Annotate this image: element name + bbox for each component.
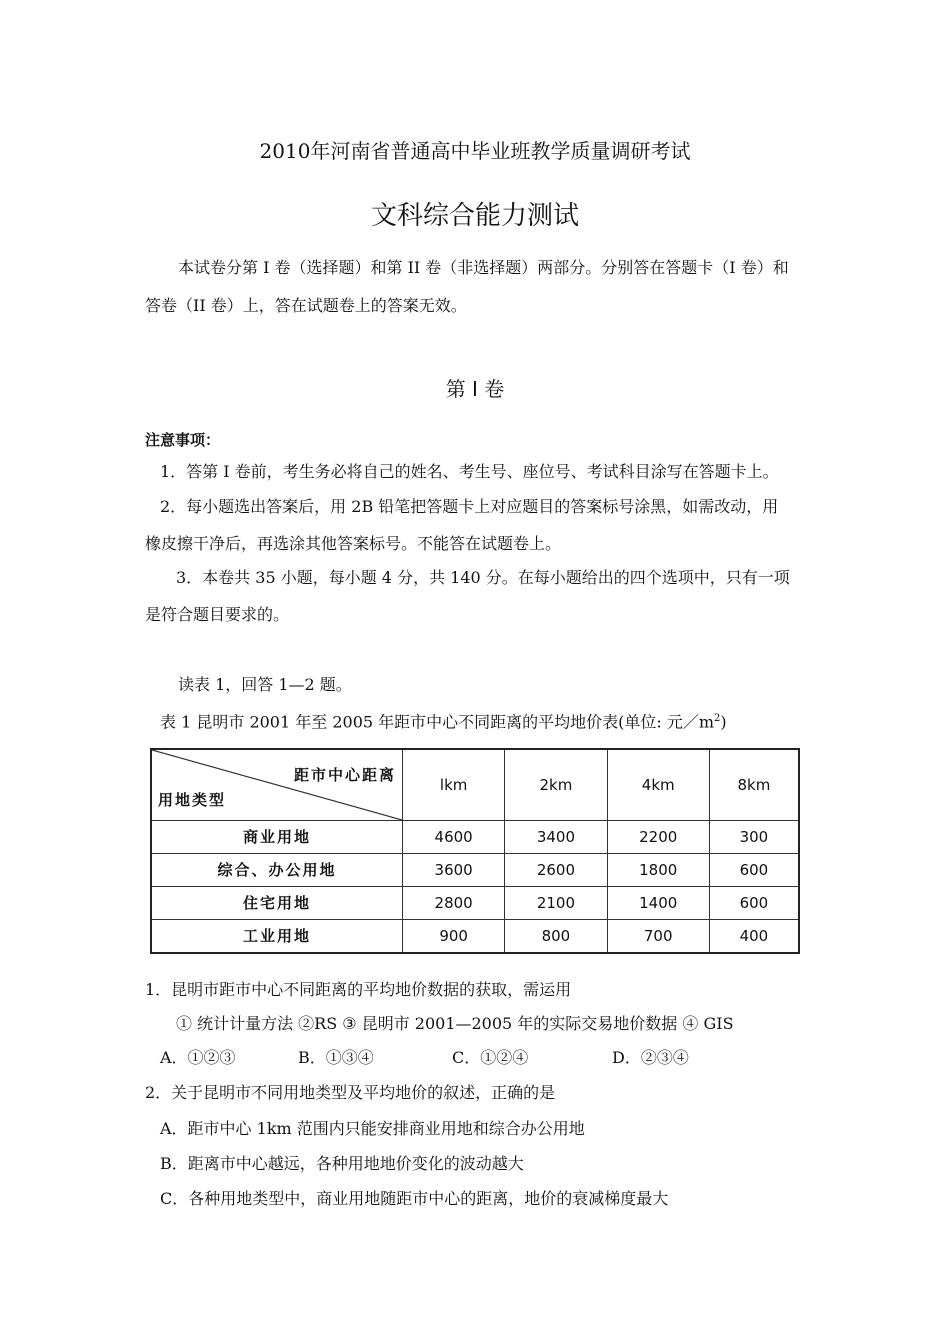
- table-corner-cell: [151, 749, 403, 821]
- question-2-option-b: B．距离市中心越远，各种用地地价变化的波动越大: [160, 1154, 524, 1173]
- corner-distance-label: 距市中心距离: [293, 766, 396, 784]
- section-title: 第 Ⅰ 卷: [445, 377, 505, 401]
- col-header-3: 4km: [607, 749, 709, 821]
- intro-line-2: 答卷（II 卷）上，答在试题卷上的答案无效。: [145, 296, 467, 315]
- question-1-option-c: C．①②④: [452, 1048, 529, 1067]
- question-1-stem: 1．昆明市距市中心不同距离的平均地价数据的获取，需运用: [145, 980, 572, 999]
- table-cell: 800: [505, 919, 607, 953]
- question-1-option-a: A．①②③: [160, 1048, 236, 1067]
- notice-item-1: 1．答第 I 卷前，考生务必将自己的姓名、考生号、座位号、考试科目涂写在答题卡上。: [160, 462, 779, 481]
- question-2-stem: 2．关于昆明市不同用地类型及平均地价的叙述，正确的是: [145, 1083, 556, 1102]
- table-cell: 400: [709, 919, 799, 953]
- notice-item-3a: 3．本卷共 35 小题，每小题 4 分，共 140 分。在每小题给出的四个选项中，只有一项: [176, 568, 790, 587]
- reading-instruction: 读表 1，回答 1—2 题。: [178, 675, 352, 694]
- table-caption-end: ): [720, 712, 727, 732]
- col-header-4: 8km: [709, 749, 799, 821]
- table-cell: 900: [403, 919, 505, 953]
- col-header-1: lkm: [403, 749, 505, 821]
- table-cell: 700: [607, 919, 709, 953]
- exam-title: 2010年河南省普通高中毕业班教学质量调研考试: [259, 139, 691, 163]
- table-cell: 300: [709, 821, 799, 854]
- notice-item-2a: 2．每小题选出答案后，用 2B 铅笔把答题卡上对应题目的答案标号涂黑，如需改动，用: [160, 497, 779, 516]
- question-1-items: ① 统计计量方法 ②RS ③ 昆明市 2001—2005 年的实际交易地价数据 ④ GIS: [176, 1014, 734, 1033]
- table-cell: 1800: [607, 853, 709, 886]
- question-2-option-c: C．各种用地类型中，商业用地随距市中心的距离，地价的衰减梯度最大: [160, 1189, 669, 1208]
- notice-heading: 注意事项：: [145, 431, 221, 449]
- intro-line-1: 本试卷分第 I 卷（选择题）和第 II 卷（非选择题）两部分。分别答在答题卡（I 卷）和: [178, 258, 789, 277]
- table-cell: 600: [709, 886, 799, 919]
- notice-item-2b: 橡皮擦干净后，再选涂其他答案标号。不能答在试题卷上。: [145, 534, 562, 553]
- table-cell: 3600: [403, 853, 505, 886]
- row-label: 商业用地: [151, 821, 403, 854]
- table-cell: 2200: [607, 821, 709, 854]
- table-cell: 2600: [505, 853, 607, 886]
- table-cell: 1400: [607, 886, 709, 919]
- exam-subtitle: 文科综合能力测试: [370, 201, 579, 231]
- row-label: 住宅用地: [151, 886, 403, 919]
- table-caption-sup: 2: [714, 713, 721, 724]
- table-cell: 4600: [403, 821, 505, 854]
- table-row: [151, 853, 799, 886]
- question-2-option-a: A．距市中心 1km 范围内只能安排商业用地和综合办公用地: [160, 1119, 585, 1138]
- table-cell: 600: [709, 853, 799, 886]
- table-cell: 2800: [403, 886, 505, 919]
- table-cell: 2100: [505, 886, 607, 919]
- table-row: [151, 886, 799, 919]
- corner-landuse-label: 用地类型: [158, 791, 227, 809]
- table-caption-main: 表 1 昆明市 2001 年至 2005 年距市中心不同距离的平均地价表(单位: 元／m: [160, 712, 715, 732]
- table-header-row: [151, 749, 799, 821]
- table-row: [151, 919, 799, 953]
- col-header-2: 2km: [505, 749, 607, 821]
- question-1-option-d: D．②③④: [612, 1048, 689, 1067]
- row-label: 工业用地: [151, 919, 403, 953]
- table-cell: 3400: [505, 821, 607, 854]
- table-row: [151, 821, 799, 854]
- row-label: 综合、办公用地: [151, 853, 403, 886]
- notice-item-3b: 是符合题目要求的。: [145, 605, 290, 624]
- table-caption: [160, 709, 727, 732]
- land-price-table: [150, 748, 800, 954]
- question-1-option-b: B．①③④: [298, 1048, 374, 1067]
